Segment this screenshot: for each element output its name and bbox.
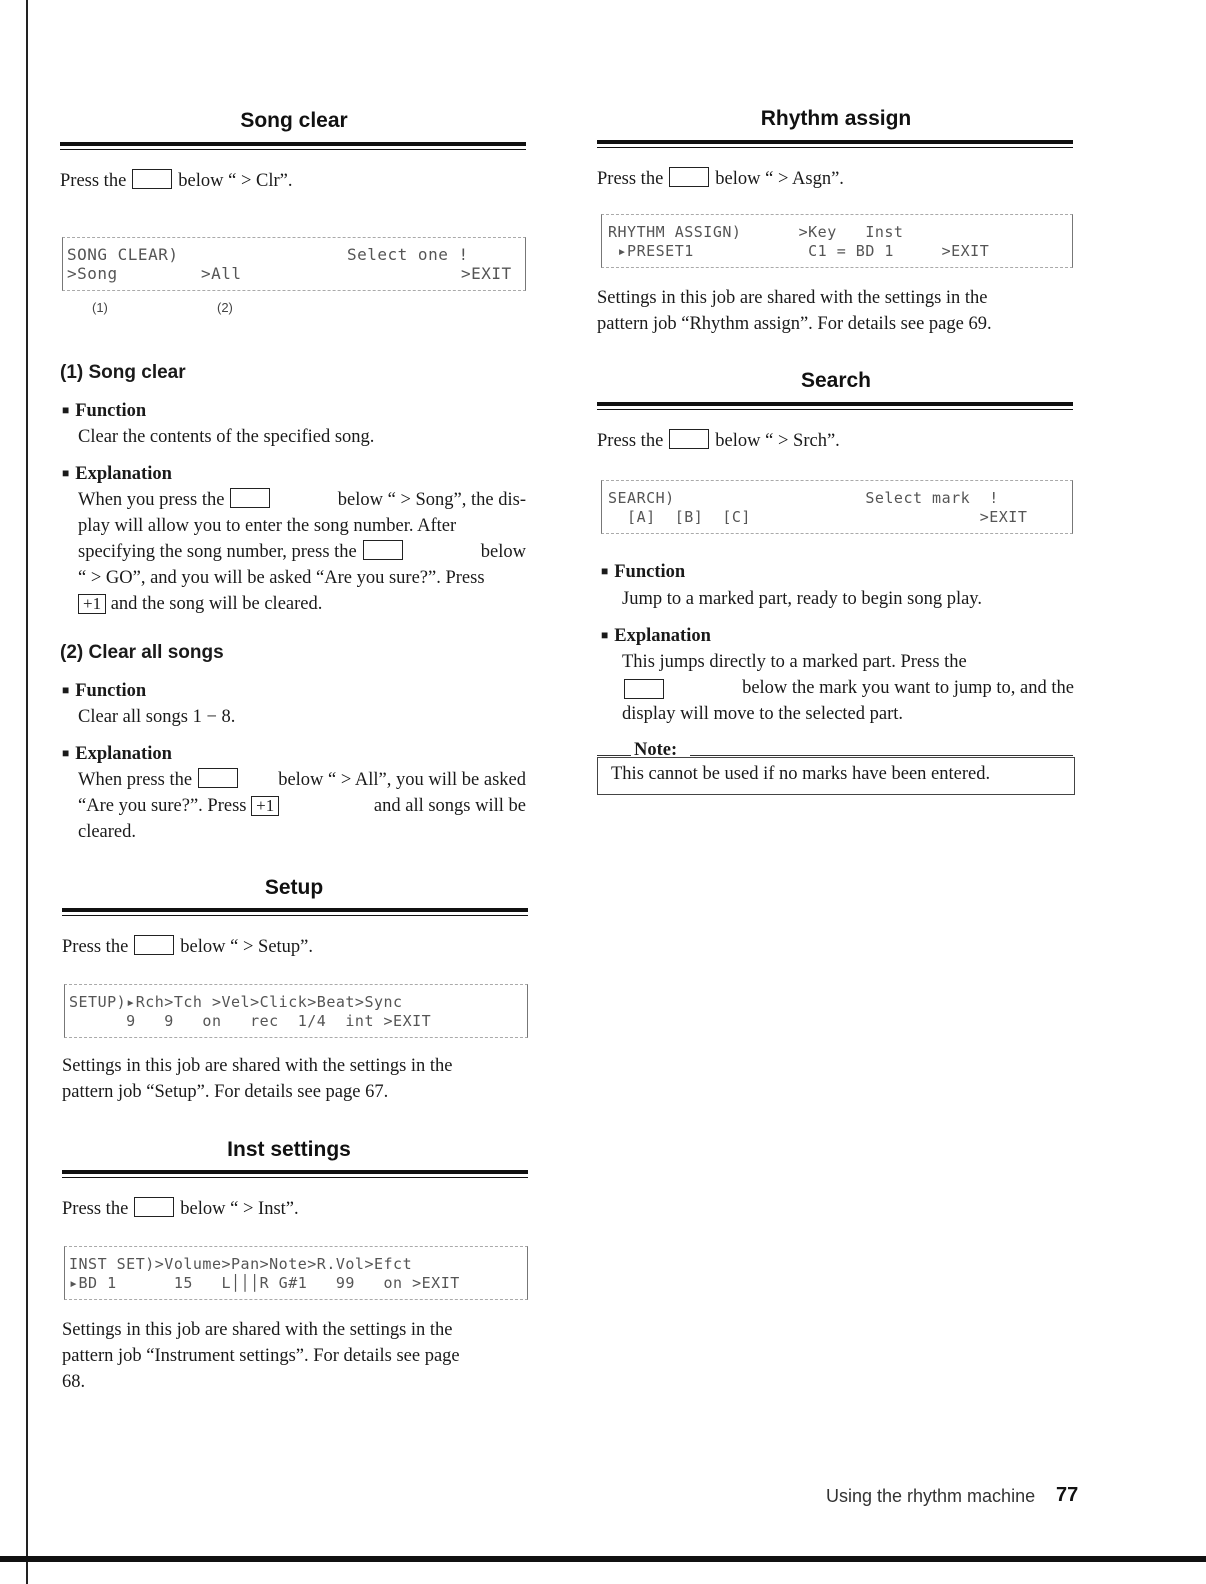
inst-press-line: Press the below “ > Inst”.	[62, 1199, 299, 1219]
note-box	[597, 757, 1075, 795]
setup-lcd: SETUP)▸Rch>Tch >Vel>Click>Beat>Sync 9 9 on rec 1/4 int >EXIT	[64, 984, 528, 1038]
explanation-text: When you press the below “ > Song”, the dis- play will allow you to enter the song number. After specifying the song number, press the below “ > GO”, and you will be asked “Are you sure?”. Press +1 and the song will be cleared.	[78, 490, 526, 614]
rhythm-press-line: Press the below “ > Asgn”.	[597, 169, 844, 189]
explanation-label: ■ Explanation	[62, 744, 172, 765]
explanation-text: When press the below “ > All”, you will be asked “Are you sure?”. Press +1 and all songs will be cleared.	[78, 770, 526, 842]
function-key-icon	[134, 935, 174, 955]
function-key-icon	[132, 169, 172, 189]
page-number: 77	[1056, 1484, 1079, 1506]
song-clear-subheading: (1) Song clear	[60, 362, 186, 383]
setup-note-text: Settings in this job are shared with the settings in the pattern job “Setup”. For details see page 67.	[62, 1056, 453, 1102]
explanation-text: This jumps directly to a marked part. Press the below the mark you want to jump to, and the display will move to the selected part.	[622, 652, 1074, 724]
note-text: This cannot be used if no marks have been entered.	[611, 764, 991, 784]
plus-one-key-icon: +1	[78, 594, 106, 614]
note-rule-right	[690, 755, 1073, 756]
function-label: ■ Function	[62, 681, 146, 702]
rhythm-assign-rule	[597, 140, 1073, 144]
function-label: ■ Function	[62, 401, 146, 422]
note-rule-left	[597, 755, 631, 756]
search-lcd: SEARCH) Select mark ! [A] [B] [C] >EXIT	[601, 480, 1073, 534]
function-key-icon	[230, 488, 270, 508]
setup-title: Setup	[264, 876, 324, 899]
song-clear-press-line: Press the below “ > Clr”.	[60, 171, 293, 191]
plus-one-key-icon: +1	[251, 796, 279, 816]
song-clear-lcd: SONG CLEAR) Select one ! >Song >All >EXIT	[62, 237, 526, 291]
search-press-line: Press the below “ > Srch”.	[597, 431, 840, 451]
inst-note-text: Settings in this job are shared with the settings in the pattern job “Instrument settings”. For details see page 68.	[62, 1320, 460, 1392]
song-clear-rule	[60, 142, 526, 146]
function-text: Clear the contents of the specified song.	[78, 427, 375, 447]
function-key-icon	[198, 768, 238, 788]
setup-press-line: Press the below “ > Setup”.	[62, 937, 314, 957]
setup-rule	[62, 908, 528, 912]
note-label: Note:	[634, 740, 678, 760]
footer-section-title: Using the rhythm machine	[826, 1486, 1036, 1506]
function-key-icon	[624, 679, 664, 699]
page-binding-edge	[26, 0, 28, 1584]
callout-1: (1)	[92, 300, 108, 315]
callout-2: (2)	[217, 300, 233, 315]
inst-settings-rule	[62, 1170, 528, 1174]
function-key-icon	[363, 540, 403, 560]
function-key-icon	[669, 429, 709, 449]
function-text: Jump to a marked part, ready to begin song play.	[622, 589, 982, 609]
inst-settings-title: Inst settings	[227, 1138, 351, 1161]
function-key-icon	[134, 1197, 174, 1217]
left-column	[60, 0, 528, 1500]
explanation-label: ■ Explanation	[62, 464, 172, 485]
rhythm-assign-lcd: RHYTHM ASSIGN) >Key Inst ▸PRESET1 C1 = BD 1 >EXIT	[601, 214, 1073, 268]
clear-all-subheading: (2) Clear all songs	[60, 642, 224, 663]
function-label: ■ Function	[601, 562, 685, 583]
function-text: Clear all songs 1 − 8.	[78, 707, 236, 727]
search-rule	[597, 402, 1073, 406]
song-clear-title: Song clear	[240, 109, 348, 132]
right-column	[597, 0, 1075, 1500]
explanation-label: ■ Explanation	[601, 626, 711, 647]
page-bottom-edge	[0, 1556, 1206, 1562]
function-key-icon	[669, 167, 709, 187]
search-title: Search	[800, 369, 872, 392]
rhythm-assign-title: Rhythm assign	[760, 107, 912, 130]
inst-lcd: INST SET)>Volume>Pan>Note>R.Vol>Efct ▸BD 1 15 L│││R G#1 99 on >EXIT	[64, 1246, 528, 1300]
rhythm-note-text: Settings in this job are shared with the settings in the pattern job “Rhythm assign”. For details see page 69.	[597, 288, 992, 334]
